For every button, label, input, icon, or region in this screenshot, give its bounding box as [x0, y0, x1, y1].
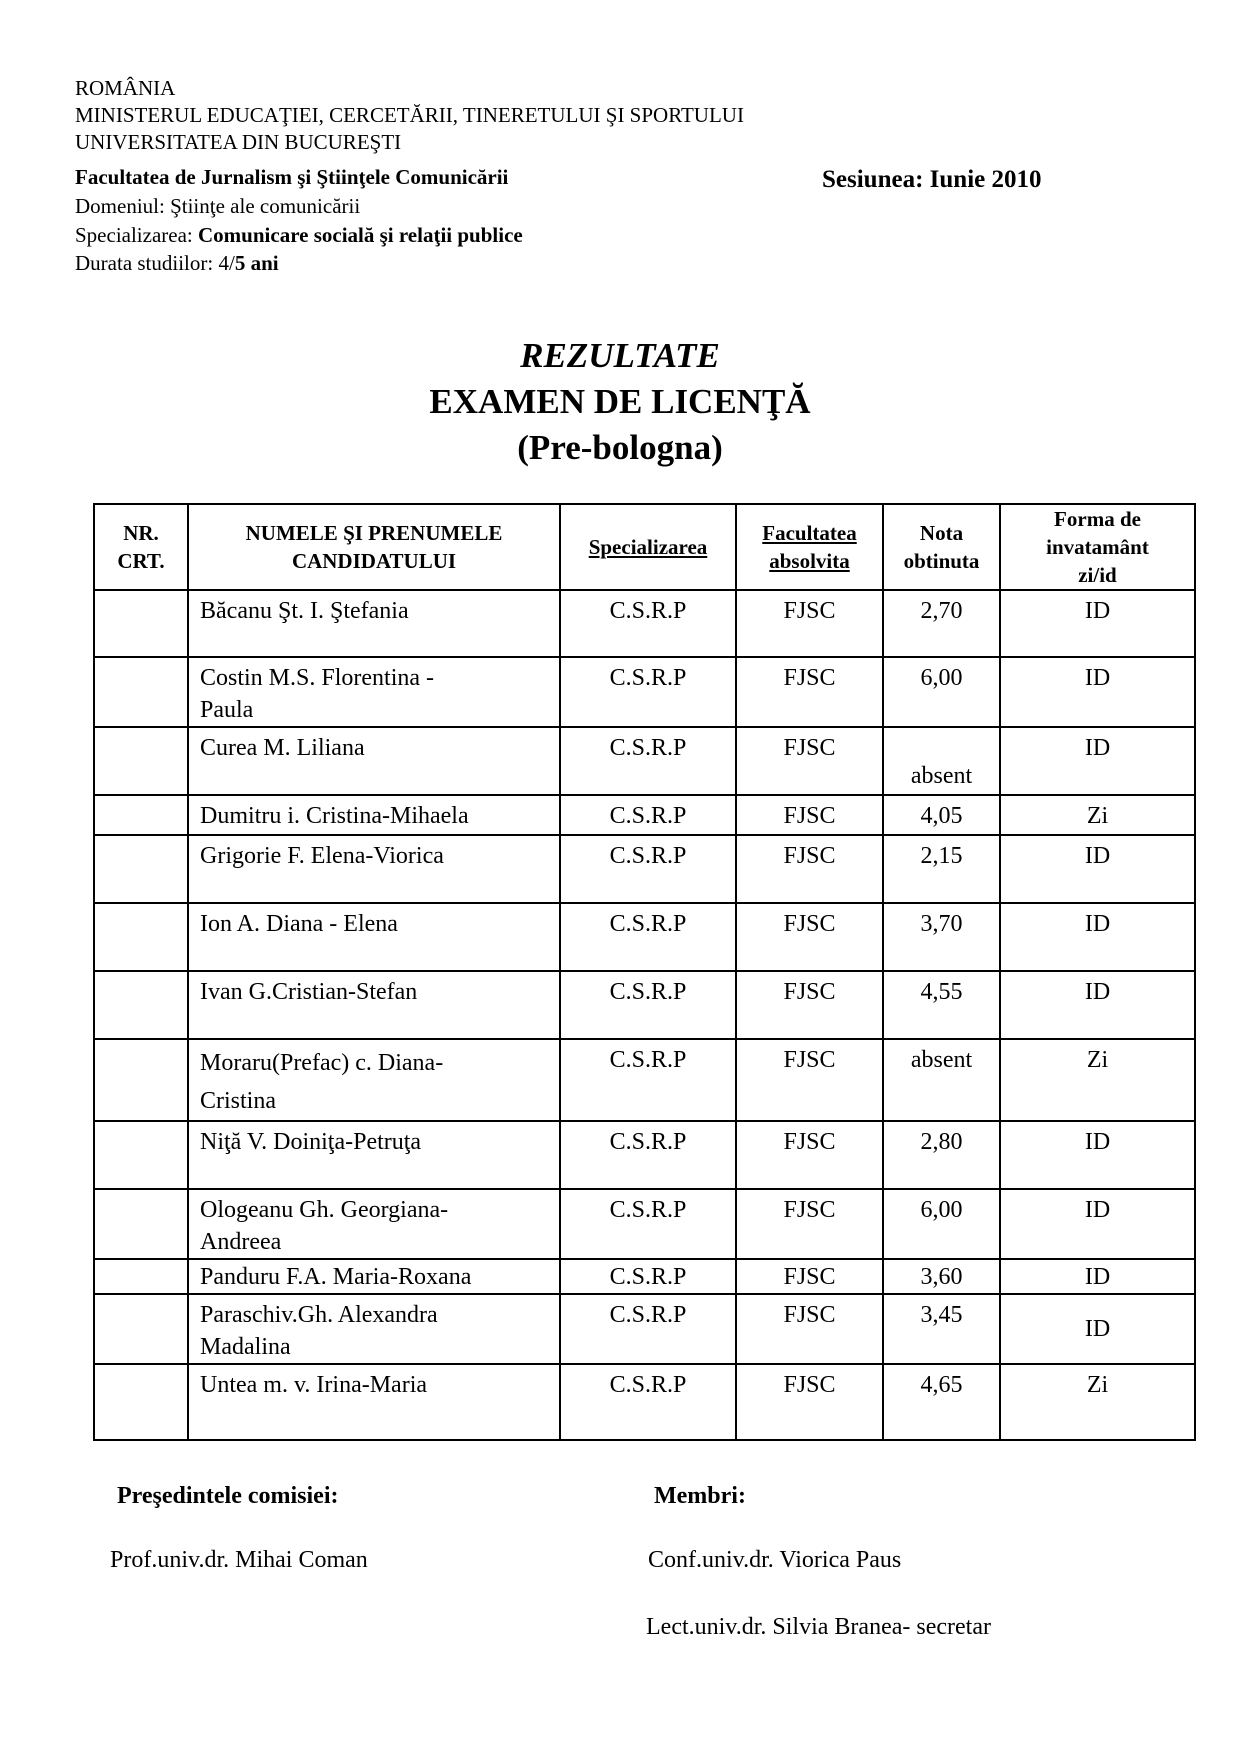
domain-value: Ştiinţe ale comunicării	[170, 194, 361, 218]
cell-nr	[94, 590, 188, 657]
title-program: (Pre-bologna)	[517, 428, 723, 467]
table-row	[94, 1189, 1195, 1259]
specialization-label: Specializarea:	[75, 223, 199, 247]
cell-specialization: C.S.R.P	[560, 835, 736, 903]
cell-faculty: FJSC	[736, 1259, 883, 1294]
president-name: Prof.univ.dr. Mihai Coman	[110, 1547, 368, 1573]
cell-grade: absent	[883, 727, 1000, 795]
table-row	[94, 795, 1195, 835]
cell-name: Panduru F.A. Maria-Roxana	[188, 1259, 560, 1294]
cell-name: Grigorie F. Elena-Viorica	[188, 835, 560, 903]
header-name: NUMELE ŞI PRENUMELE CANDIDATULUI	[188, 504, 560, 590]
cell-grade: 6,00	[883, 657, 1000, 727]
country-line: ROMÂNIA	[75, 76, 176, 100]
ministry-line: MINISTERUL EDUCAŢIEI, CERCETĂRII, TINERETULUI ŞI SPORTULUI	[75, 103, 744, 127]
cell-name: Băcanu Şt. I. Ştefania	[188, 590, 560, 657]
cell-faculty: FJSC	[736, 835, 883, 903]
table-row	[94, 835, 1195, 903]
cell-faculty: FJSC	[736, 1364, 883, 1440]
cell-specialization: C.S.R.P	[560, 1364, 736, 1440]
cell-specialization: C.S.R.P	[560, 590, 736, 657]
cell-specialization: C.S.R.P	[560, 1259, 736, 1294]
header-nr: NR. CRT.	[94, 504, 188, 590]
cell-study-form: Zi	[1000, 1039, 1195, 1121]
table-row	[94, 1039, 1195, 1121]
cell-nr	[94, 1294, 188, 1364]
cell-faculty: FJSC	[736, 1189, 883, 1259]
results-table	[93, 503, 1196, 1441]
duration-line	[75, 250, 279, 277]
table-row	[94, 903, 1195, 971]
title-exam: EXAMEN DE LICENŢĂ	[429, 382, 811, 421]
cell-specialization: C.S.R.P	[560, 727, 736, 795]
cell-grade: 4,05	[883, 795, 1000, 835]
cell-nr	[94, 971, 188, 1039]
cell-nr	[94, 727, 188, 795]
faculty-line: Facultatea de Jurnalism şi Ştiinţele Comunicării	[75, 165, 509, 189]
cell-nr	[94, 903, 188, 971]
cell-grade: 6,00	[883, 1189, 1000, 1259]
cell-study-form: ID	[1000, 971, 1195, 1039]
cell-grade: 3,60	[883, 1259, 1000, 1294]
cell-faculty: FJSC	[736, 795, 883, 835]
cell-grade: 2,15	[883, 835, 1000, 903]
cell-faculty: FJSC	[736, 1294, 883, 1364]
table-header-row	[94, 504, 1195, 590]
specialization-value: Comunicare socială şi relaţii publice	[198, 223, 523, 247]
cell-grade: 2,70	[883, 590, 1000, 657]
cell-grade: 4,65	[883, 1364, 1000, 1440]
cell-study-form: ID	[1000, 835, 1195, 903]
session-line: Sesiunea: Iunie 2010	[822, 166, 1042, 193]
cell-specialization: C.S.R.P	[560, 903, 736, 971]
cell-nr	[94, 657, 188, 727]
cell-grade: 3,45	[883, 1294, 1000, 1364]
cell-name: Ivan G.Cristian-Stefan	[188, 971, 560, 1039]
cell-grade: 2,80	[883, 1121, 1000, 1189]
cell-name: Dumitru i. Cristina-Mihaela	[188, 795, 560, 835]
cell-study-form: ID	[1000, 1259, 1195, 1294]
cell-name: Paraschiv.Gh. Alexandra Madalina	[188, 1294, 560, 1364]
table-row	[94, 657, 1195, 727]
cell-name: Moraru(Prefac) c. Diana- Cristina	[188, 1039, 560, 1121]
domain-label: Domeniul:	[75, 194, 171, 218]
cell-nr	[94, 795, 188, 835]
cell-study-form: ID	[1000, 1294, 1195, 1364]
duration-value: 5 ani	[234, 251, 279, 275]
cell-study-form: ID	[1000, 590, 1195, 657]
cell-study-form: ID	[1000, 727, 1195, 795]
cell-name: Curea M. Liliana	[188, 727, 560, 795]
cell-study-form: Zi	[1000, 1364, 1195, 1440]
cell-nr	[94, 1189, 188, 1259]
cell-study-form: ID	[1000, 657, 1195, 727]
cell-faculty: FJSC	[736, 657, 883, 727]
cell-faculty: FJSC	[736, 971, 883, 1039]
members-title: Membri:	[654, 1483, 746, 1509]
cell-nr	[94, 1121, 188, 1189]
cell-name: Untea m. v. Irina-Maria	[188, 1364, 560, 1440]
specialization-line	[75, 222, 523, 249]
cell-grade: absent	[883, 1039, 1000, 1121]
cell-specialization: C.S.R.P	[560, 1039, 736, 1121]
header-specialization: Specializarea	[560, 504, 736, 590]
table-row	[94, 727, 1195, 795]
domain-line	[75, 193, 360, 220]
cell-nr	[94, 1259, 188, 1294]
table-row	[94, 1294, 1195, 1364]
cell-study-form: ID	[1000, 1121, 1195, 1189]
cell-name: Ologeanu Gh. Georgiana- Andreea	[188, 1189, 560, 1259]
president-title: Preşedintele comisiei:	[117, 1483, 339, 1509]
table-row	[94, 590, 1195, 657]
cell-specialization: C.S.R.P	[560, 971, 736, 1039]
cell-name: Costin M.S. Florentina - Paula	[188, 657, 560, 727]
member-secretary-name: Lect.univ.dr. Silvia Branea- secretar	[646, 1614, 991, 1640]
cell-study-form: ID	[1000, 1189, 1195, 1259]
cell-grade: 4,55	[883, 971, 1000, 1039]
table-row	[94, 1121, 1195, 1189]
cell-faculty: FJSC	[736, 727, 883, 795]
duration-label: Durata studiilor: 4/	[75, 251, 235, 275]
member-name: Conf.univ.dr. Viorica Paus	[648, 1547, 902, 1573]
cell-faculty: FJSC	[736, 903, 883, 971]
cell-nr	[94, 1039, 188, 1121]
cell-study-form: Zi	[1000, 795, 1195, 835]
table-row	[94, 971, 1195, 1039]
university-line: UNIVERSITATEA DIN BUCUREŞTI	[75, 130, 402, 154]
cell-name: Niţă V. Doiniţa-Petruţa	[188, 1121, 560, 1189]
table-row	[94, 1259, 1195, 1294]
cell-specialization: C.S.R.P	[560, 1189, 736, 1259]
cell-grade: 3,70	[883, 903, 1000, 971]
header-study-form: Forma de invatamânt zi/id	[1000, 504, 1195, 590]
cell-nr	[94, 835, 188, 903]
cell-faculty: FJSC	[736, 1039, 883, 1121]
cell-study-form: ID	[1000, 903, 1195, 971]
cell-faculty: FJSC	[736, 590, 883, 657]
cell-faculty: FJSC	[736, 1121, 883, 1189]
cell-specialization: C.S.R.P	[560, 1294, 736, 1364]
table-row	[94, 1364, 1195, 1440]
header-grade: Nota obtinuta	[883, 504, 1000, 590]
cell-specialization: C.S.R.P	[560, 1121, 736, 1189]
header-faculty: Facultatea absolvita	[736, 504, 883, 590]
cell-nr	[94, 1364, 188, 1440]
cell-specialization: C.S.R.P	[560, 657, 736, 727]
title-results: REZULTATE	[520, 336, 720, 375]
cell-name: Ion A. Diana - Elena	[188, 903, 560, 971]
cell-specialization: C.S.R.P	[560, 795, 736, 835]
